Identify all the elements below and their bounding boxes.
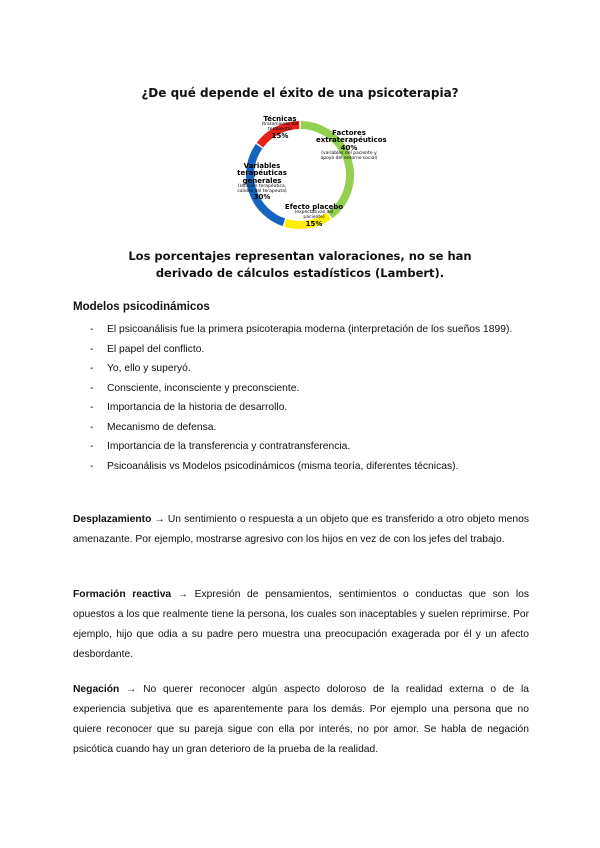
text-negacion: → No querer reconocer algún aspecto doloroso de la realidad externa o de la experiencia subjetiva que es aparentemente para los demás. Por ejemplo una persona que no quiere reconocer que su pareja sigue con ella por interés, no por amor. Se habla de negación psicótica cuando hay un gran deterioro de la prueba de la realidad. [73, 684, 529, 755]
list-item: - Consciente, inconsciente y preconsciente. [90, 379, 530, 399]
paragraph-formacion-reactiva [73, 585, 529, 665]
section-list [90, 320, 530, 476]
label-placebo [284, 204, 344, 228]
paragraph-desplazamiento [73, 510, 529, 550]
label-placebo-pct: 15% [305, 219, 323, 228]
term-negacion: Negación [73, 684, 120, 695]
caption-line-1: Los porcentajes representan valoraciones, no se han [128, 249, 472, 263]
figure-caption [0, 248, 600, 282]
list-item: - El psicoanálisis fue la primera psicoterapia moderna (interpretación de los sueños 1899). [90, 320, 530, 340]
label-extra-pct: 40% [340, 143, 358, 152]
label-variables-title: Variables terapéuticas generales [237, 162, 287, 185]
text-formacion-reactiva: → Expresión de pensamientos, sentimientos o conductas que son los opuestos a los que realmente tiene la persona, los cuales son inaceptables y suelen reprimirse. Por ejemplo, hijo que odia a su padre pero muestra una preocupación exagerada por él y un afecto desbordante. [73, 589, 530, 660]
list-item: - Yo, ello y superyó. [90, 359, 530, 379]
label-placebo-title: Efecto placebo [284, 203, 344, 211]
paragraph-negacion [73, 680, 529, 760]
list-item: - Mecanismo de defensa. [90, 418, 530, 438]
term-formacion-reactiva: Formación reactiva [73, 589, 172, 600]
label-variables-sub: (relación terapéutica, calidez del terapeuta) [237, 184, 287, 194]
label-tecnicas-sub: (tratamiento del terapeuta) [261, 122, 299, 133]
label-extraterapeuticos [316, 129, 387, 161]
list-item: - El papel del conflicto. [90, 340, 530, 360]
list-item: - Importancia de la transferencia y contratransferencia. [90, 437, 530, 457]
figure-title: ¿De qué depende el éxito de una psicoterapia? [141, 86, 459, 100]
text-desplazamiento: → Un sentimiento o respuesta a un objeto que es transferido a otro objeto menos amenazante. Por ejemplo, mostrarse agresivo con los hijos en vez de con los jefes del trabajo. [73, 514, 529, 545]
caption-line-2: derivado de cálculos estadísticos (Lambert). [155, 266, 445, 280]
label-extra-title: Factores extraterapéuticos [316, 129, 387, 145]
label-extra-sub: (variables del paciente y apoyo del entorno social) [320, 151, 378, 161]
label-tecnicas [254, 116, 306, 140]
term-desplazamiento: Desplazamiento [73, 514, 152, 525]
list-item: - Importancia de la historia de desarrollo. [90, 398, 530, 418]
section-title: Modelos psicodinámicos [73, 301, 210, 313]
label-variables [236, 163, 288, 202]
list-item: - Psicoanálisis vs Modelos psicodinámicos (misma teoría, diferentes técnicas). [90, 457, 530, 477]
label-variables-pct: 30% [253, 193, 271, 202]
label-tecnicas-title: Técnicas [263, 115, 297, 123]
label-tecnicas-pct: 15% [271, 131, 289, 140]
label-placebo-sub: (expectativas del paciente) [294, 210, 334, 221]
